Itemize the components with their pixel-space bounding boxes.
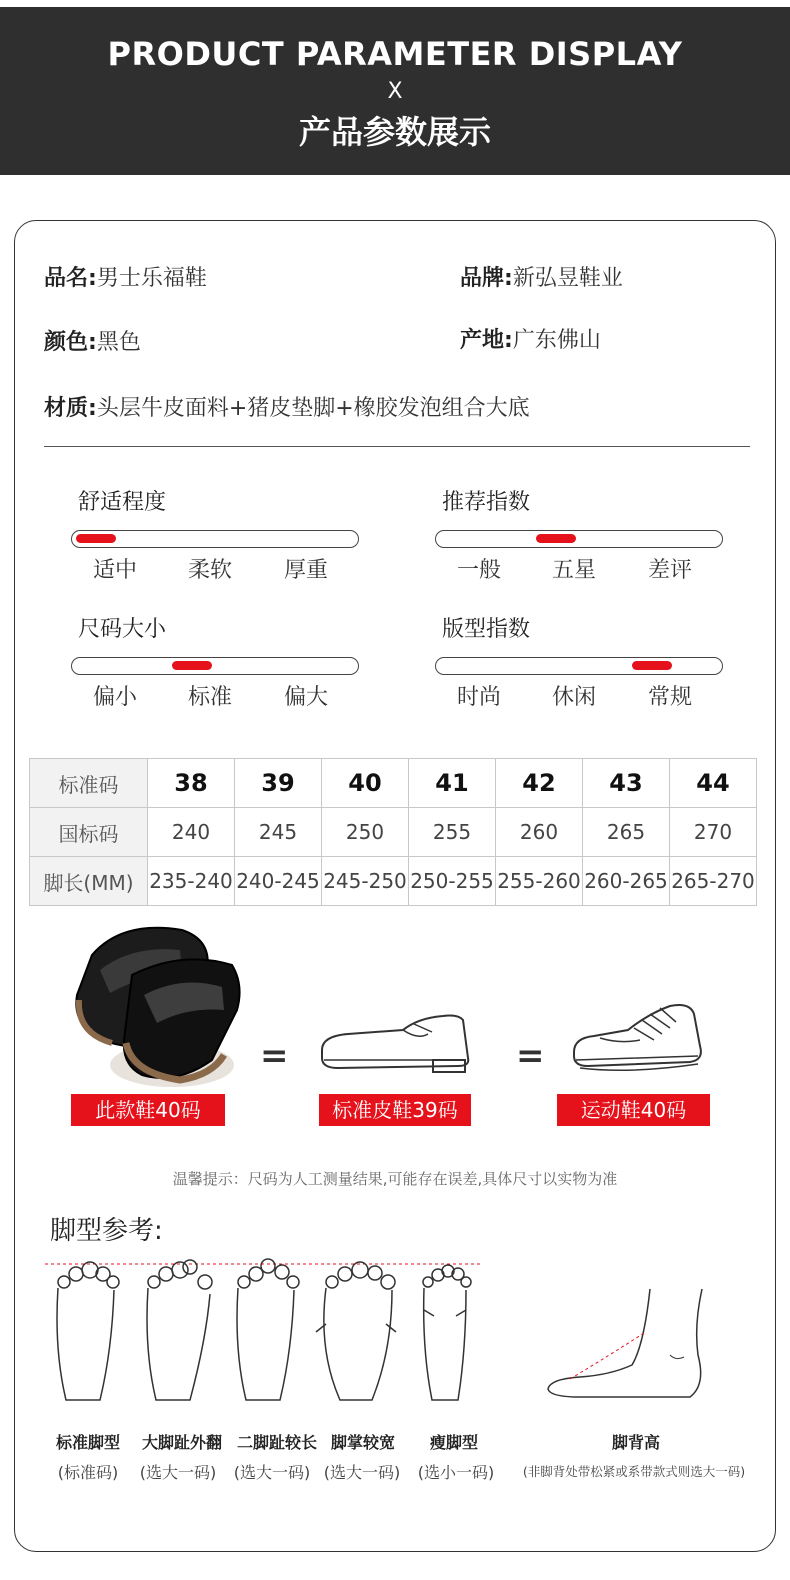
- size-table: [29, 758, 757, 906]
- table-cell: 265: [583, 808, 670, 857]
- table-cell: 41: [409, 759, 496, 808]
- row-header: 标准码: [30, 759, 148, 808]
- spec-material-label: 材质:: [44, 396, 97, 421]
- foot-type-name: 脚掌较宽: [330, 1433, 395, 1452]
- meter-indicator-recommend: [536, 534, 576, 543]
- foot-type-note: (选大一码): [139, 1463, 217, 1482]
- spec-brand-label: 品牌:: [460, 266, 513, 291]
- foot-type-note: (选大一码): [233, 1463, 311, 1482]
- table-cell: 40: [322, 759, 409, 808]
- sneaker-icon: [570, 1000, 710, 1078]
- meter-option: 适中: [92, 558, 137, 583]
- size-tip: 温馨提示：尺码为人工测量结果,可能存在误差,具体尺寸以实物为准: [172, 1170, 618, 1188]
- spec-brand: [460, 261, 623, 292]
- foot-type-title: 脚型参考:: [50, 1216, 163, 1246]
- meter-title-recommend: 推荐指数: [442, 490, 531, 515]
- meter-option: 厚重: [283, 558, 328, 583]
- table-cell: 250: [322, 808, 409, 857]
- table-cell: 260-265: [583, 857, 670, 906]
- meter-option: 休闲: [551, 685, 596, 710]
- meter-indicator-fit: [632, 661, 672, 670]
- table-cell: 245-250: [322, 857, 409, 906]
- table-row: [30, 857, 757, 906]
- header-title-en: PRODUCT PARAMETER DISPLAY: [107, 35, 683, 73]
- meter-option: 标准: [187, 685, 232, 710]
- table-cell: 235-240: [148, 857, 235, 906]
- table-row: [30, 759, 757, 808]
- foot-type-name: 二脚趾较长: [236, 1433, 317, 1452]
- foot-type-note: (选小一码): [417, 1463, 495, 1482]
- header-separator: X: [387, 79, 403, 104]
- foot-type-note: (非脚背处带松紧或系带款式则选大一码): [522, 1464, 746, 1479]
- row-header: 国标码: [30, 808, 148, 857]
- meter-option: 偏小: [92, 685, 137, 710]
- meter-indicator-size: [172, 661, 212, 670]
- table-cell: 265-270: [670, 857, 757, 906]
- spec-color-label: 颜色:: [44, 330, 97, 355]
- spec-material: [44, 391, 530, 422]
- meter-option: 时尚: [456, 685, 501, 710]
- meter-track-size: [71, 657, 359, 675]
- divider: [44, 446, 750, 447]
- foot-type-name: 脚背高: [611, 1433, 660, 1452]
- foot-type-name: 瘦脚型: [429, 1433, 478, 1452]
- table-cell: 44: [670, 759, 757, 808]
- meter-option: 差评: [647, 558, 692, 583]
- equals-sign: =: [260, 1036, 289, 1076]
- spec-material-value: 头层牛皮面料+猪皮垫脚+橡胶发泡组合大底: [96, 396, 530, 421]
- table-cell: 245: [235, 808, 322, 857]
- table-cell: 38: [148, 759, 235, 808]
- table-cell: 260: [496, 808, 583, 857]
- meter-option: 柔软: [187, 558, 232, 583]
- table-row: [30, 808, 757, 857]
- foot-type-note: (选大一码): [323, 1463, 401, 1482]
- tag-this-shoe: 此款鞋40码: [71, 1094, 225, 1126]
- meter-track-fit: [435, 657, 723, 675]
- table-cell: 240-245: [235, 857, 322, 906]
- spec-origin-value: 广东佛山: [512, 328, 601, 353]
- meter-title-fit: 版型指数: [442, 617, 531, 642]
- table-cell: 39: [235, 759, 322, 808]
- header-title-cn: 产品参数展示: [298, 113, 491, 151]
- foot-type-name: 大脚趾外翻: [141, 1433, 222, 1452]
- meter-option: 一般: [456, 558, 501, 583]
- row-header: 脚长(MM): [30, 857, 148, 906]
- spec-brand-value: 新弘昱鞋业: [512, 266, 623, 291]
- page-header: [0, 7, 790, 175]
- spec-color: [44, 325, 141, 356]
- dress-shoe-icon: [318, 1010, 478, 1078]
- foot-type-name: 标准脚型: [55, 1433, 120, 1452]
- meter-option: 偏大: [283, 685, 328, 710]
- foot-type-note: (标准码): [57, 1463, 119, 1482]
- meter-title-comfort: 舒适程度: [78, 490, 167, 515]
- table-cell: 250-255: [409, 857, 496, 906]
- table-cell: 270: [670, 808, 757, 857]
- tag-dress-shoe: 标准皮鞋39码: [319, 1094, 471, 1126]
- spec-name-label: 品名:: [44, 266, 97, 291]
- foot-outlines: [40, 1260, 490, 1410]
- loafer-photo: [62, 915, 242, 1090]
- table-cell: 42: [496, 759, 583, 808]
- table-cell: 255: [409, 808, 496, 857]
- tag-sneaker: 运动鞋40码: [557, 1094, 710, 1126]
- high-instep-foot-icon: [540, 1285, 710, 1405]
- table-cell: 43: [583, 759, 670, 808]
- meter-option: 常规: [647, 685, 692, 710]
- spec-origin-label: 产地:: [460, 328, 513, 353]
- meter-title-size: 尺码大小: [78, 617, 167, 642]
- table-cell: 255-260: [496, 857, 583, 906]
- meter-track-recommend: [435, 530, 723, 548]
- table-cell: 240: [148, 808, 235, 857]
- spec-name-value: 男士乐福鞋: [96, 266, 207, 291]
- spec-color-value: 黑色: [96, 330, 141, 355]
- spec-name: [44, 261, 207, 292]
- meter-track-comfort: [71, 530, 359, 548]
- meter-indicator-comfort: [76, 534, 116, 543]
- equals-sign: =: [516, 1036, 545, 1076]
- spec-origin: [460, 323, 601, 354]
- meter-option: 五星: [551, 558, 596, 583]
